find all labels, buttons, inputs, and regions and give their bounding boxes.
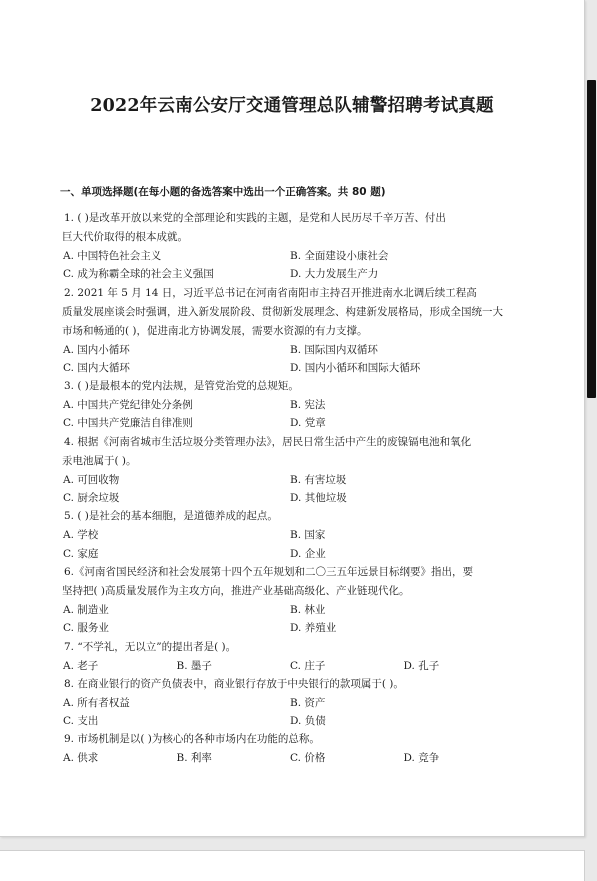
option-row <box>62 359 524 377</box>
answer-option: B. 墨子 <box>176 659 212 672</box>
answer-option: B. 利率 <box>176 752 212 765</box>
answer-option: B. 国际国内双循环 <box>290 343 378 356</box>
option-row <box>62 471 524 489</box>
question-text-line: 9. 市场机制是以( )为核心的各种市场内在功能的总称。 <box>64 733 320 746</box>
question-text-line: 7. “不学礼，无以立”的提出者是( )。 <box>64 640 237 653</box>
question-5 <box>62 507 524 563</box>
answer-option: D. 负债 <box>290 715 326 728</box>
answer-option: A. 老子 <box>63 659 99 672</box>
question-text-line: 4. 根据《河南省城市生活垃圾分类管理办法》，居民日常生活中产生的废镍镉电池和氧化 <box>64 435 472 448</box>
question-2 <box>62 284 524 378</box>
question-4 <box>62 433 524 508</box>
question-text-line: 汞电池属于( )。 <box>62 454 137 467</box>
answer-option: A. 供求 <box>63 752 99 765</box>
answer-option: C. 厨余垃圾 <box>63 492 120 505</box>
answer-option: C. 国内大循环 <box>63 361 130 374</box>
scrollbar-thumb[interactable] <box>587 80 596 398</box>
option-row <box>62 265 524 283</box>
question-text-line: 8. 在商业银行的资产负债表中，商业银行存放于中央银行的款项属于( )。 <box>64 677 404 690</box>
answer-option: B. 宪法 <box>290 399 326 412</box>
answer-option: A. 可回收物 <box>63 473 120 486</box>
question-7 <box>62 638 524 675</box>
option-row <box>62 694 524 712</box>
answer-option: D. 孔子 <box>403 659 440 672</box>
answer-option: B. 有害垃圾 <box>290 473 347 486</box>
question-text-line: 质量发展座谈会时强调，进入新发展阶段、贯彻新发展理念、构建新发展格局，形成全国统一大 <box>62 305 503 318</box>
question-text-line: 2. 2021 年 5 月 14 日，习近平总书记在河南省南阳市主持召开推进南水北调后续工程高 <box>64 286 477 299</box>
answer-option: C. 支出 <box>63 715 99 728</box>
answer-option: C. 中国共产党廉洁自律准则 <box>63 417 193 430</box>
answer-option: C. 服务业 <box>63 622 109 635</box>
answer-option: A. 中国特色社会主义 <box>63 250 162 262</box>
answer-option: D. 企业 <box>290 547 326 560</box>
answer-option: C. 家庭 <box>63 547 99 560</box>
answer-option: B. 全面建设小康社会 <box>290 250 389 262</box>
answer-option: A. 制造业 <box>63 603 109 616</box>
answer-option: D. 大力发展生产力 <box>290 268 379 281</box>
question-text-line: 5. ( )是社会的基本细胞，是道德养成的起点。 <box>64 510 278 523</box>
question-1 <box>62 209 524 284</box>
option-row <box>62 414 524 432</box>
next-page-edge <box>0 850 585 881</box>
answer-option: D. 党章 <box>290 417 326 430</box>
question-8 <box>62 675 524 731</box>
option-row <box>62 526 524 544</box>
question-text-line: 6.《河南省国民经济和社会发展第十四个五年规划和二〇三五年远景目标纲要》指出，要 <box>64 565 474 578</box>
answer-option: A. 学校 <box>63 529 99 542</box>
question-text-line: 市场和畅通的( )，促进南北方协调发展，需要水资源的有力支撑。 <box>62 324 368 337</box>
answer-option: C. 价格 <box>290 752 326 765</box>
option-row <box>62 712 524 730</box>
question-text-line: 1. ( )是改革开放以来党的全部理论和实践的主题，是党和人民历尽千辛万苦、付出 <box>64 212 446 224</box>
option-row <box>62 601 524 619</box>
answer-option: D. 国内小循环和国际大循环 <box>290 361 421 374</box>
question-text-line: 巨大代价取得的根本成就。 <box>62 231 188 243</box>
option-row <box>62 247 524 265</box>
answer-option: D. 其他垃圾 <box>290 492 347 505</box>
answer-option: A. 中国共产党纪律处分条例 <box>63 399 193 412</box>
option-row <box>62 489 524 507</box>
question-3 <box>62 377 524 433</box>
option-row <box>62 657 524 675</box>
question-text-line: 坚持把( )高质量发展作为主攻方向，推进产业基础高级化、产业链现代化。 <box>62 584 410 597</box>
answer-option: A. 国内小循环 <box>63 343 130 356</box>
answer-option: B. 林业 <box>290 603 326 616</box>
answer-option: C. 成为称霸全球的社会主义强国 <box>63 268 214 281</box>
answer-option: B. 资产 <box>290 696 326 709</box>
option-row <box>62 396 524 414</box>
answer-option: C. 庄子 <box>290 659 326 672</box>
question-list <box>62 209 524 768</box>
question-6 <box>62 563 524 638</box>
question-9 <box>62 730 524 767</box>
answer-option: D. 竞争 <box>403 752 440 765</box>
option-row <box>62 749 524 767</box>
option-row <box>62 341 524 359</box>
option-row <box>62 619 524 637</box>
question-text-line: 3. ( )是最根本的党内法规，是管党治党的总规矩。 <box>64 380 299 393</box>
section-heading: 一、单项选择题(在每小题的备选答案中选出一个正确答案。共 80 题) <box>60 186 386 198</box>
answer-option: B. 国家 <box>290 529 326 542</box>
document-title: 2022年云南公安厅交通管理总队辅警招聘考试真题 <box>90 96 494 116</box>
option-row <box>62 545 524 563</box>
answer-option: D. 养殖业 <box>290 622 337 635</box>
answer-option: A. 所有者权益 <box>63 696 130 709</box>
